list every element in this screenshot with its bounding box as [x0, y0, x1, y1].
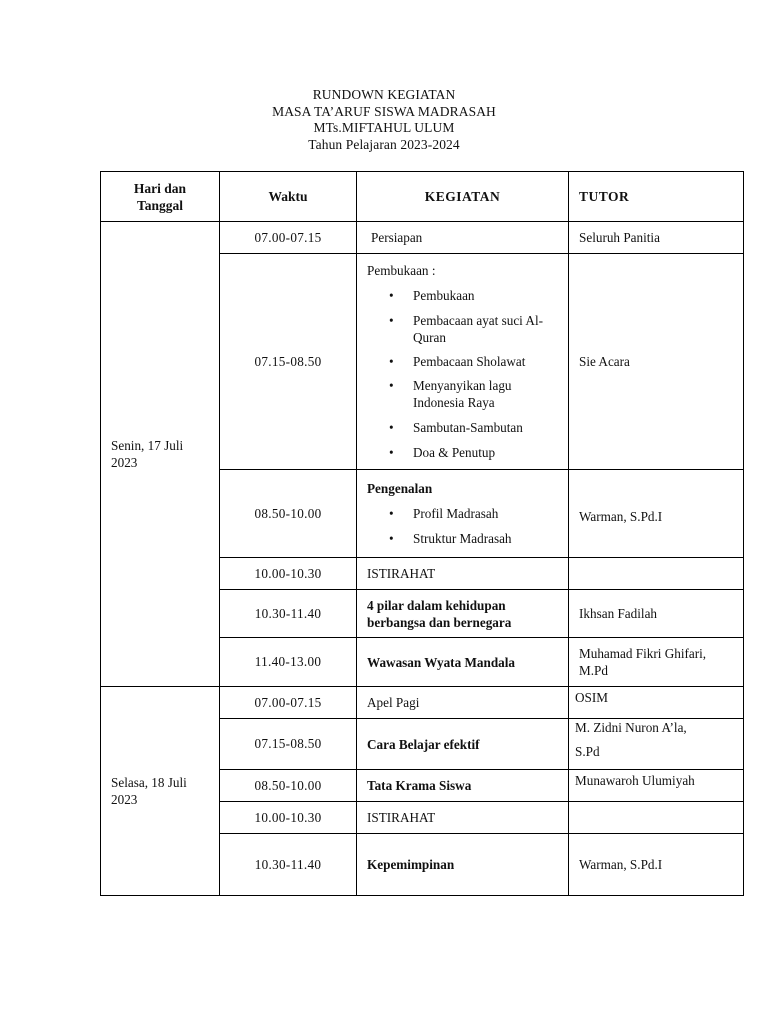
bullet-icon: •	[389, 420, 394, 435]
list-item: • Pembacaan Sholawat	[389, 354, 526, 369]
tutor-cell: OSIM	[569, 687, 744, 719]
title-line-2: MASA TA’ARUF SISWA MADRASAH	[272, 103, 496, 119]
tutor-cell: Munawaroh Ulumiyah	[569, 770, 744, 802]
activity-cell: ISTIRAHAT	[357, 802, 569, 834]
time-cell: 10.00-10.30	[220, 558, 357, 590]
header-kegiatan: KEGIATAN	[357, 172, 569, 222]
activity-cell: ISTIRAHAT	[357, 558, 569, 590]
bullet-icon: •	[389, 445, 394, 460]
tutor-cell: Muhamad Fikri Ghifari, M.Pd	[569, 638, 744, 687]
bullet-icon: •	[389, 531, 394, 546]
activity-cell: Cara Belajar efektif	[357, 719, 569, 770]
tutor-cell	[569, 719, 744, 770]
activity-cell	[357, 254, 569, 470]
activity-cell: Persiapan	[357, 222, 569, 254]
document-title-block	[0, 87, 768, 153]
bullet-icon: •	[389, 354, 394, 369]
tutor-cell: Warman, S.Pd.I	[569, 470, 744, 558]
activity-cell: Apel Pagi	[357, 687, 569, 719]
list-item: • Sambutan-Sambutan	[389, 420, 523, 435]
activity-cell: Tata Krama Siswa	[357, 770, 569, 802]
bullet-icon: •	[389, 288, 394, 303]
activity-cell: 4 pilar dalam kehidupan berbangsa dan bernegara	[357, 590, 569, 638]
activity-list	[367, 287, 558, 461]
activity-heading: Pembukaan :	[367, 263, 436, 278]
tutor-line: S.Pd	[575, 744, 600, 759]
day-cell: Senin, 17 Juli 2023	[101, 222, 220, 687]
list-item: • Menyanyikan lagu Indonesia Raya	[389, 378, 512, 410]
time-cell: 10.30-11.40	[220, 590, 357, 638]
time-cell: 10.00-10.30	[220, 802, 357, 834]
list-item: • Pembukaan	[389, 288, 475, 303]
bullet-icon: •	[389, 506, 394, 521]
list-item: • Profil Madrasah	[389, 506, 499, 521]
schedule-table	[100, 171, 744, 896]
day-cell: Selasa, 18 Juli 2023	[101, 687, 220, 896]
time-cell: 11.40-13.00	[220, 638, 357, 687]
time-cell: 08.50-10.00	[220, 470, 357, 558]
activity-cell: Wawasan Wyata Mandala	[357, 638, 569, 687]
time-cell: 07.15-08.50	[220, 254, 357, 470]
activity-heading: Pengenalan	[367, 481, 433, 496]
title-line-3: MTs.MIFTAHUL ULUM	[313, 120, 455, 135]
header-tutor: TUTOR	[569, 172, 744, 222]
table-header-row	[101, 172, 744, 222]
title-line-1: RUNDOWN KEGIATAN	[312, 87, 456, 102]
tutor-cell	[569, 802, 744, 834]
tutor-cell	[569, 558, 744, 590]
tutor-cell: Warman, S.Pd.I	[569, 834, 744, 896]
time-cell: 10.30-11.40	[220, 834, 357, 896]
tutor-line: M. Zidni Nuron A’la,	[575, 720, 687, 735]
list-item: • Doa & Penutup	[389, 445, 496, 460]
activity-cell	[357, 470, 569, 558]
activity-cell: Kepemimpinan	[357, 834, 569, 896]
list-item: • Struktur Madrasah	[389, 531, 512, 546]
bullet-icon: •	[389, 378, 394, 393]
table-row	[101, 687, 744, 719]
tutor-cell: Seluruh Panitia	[569, 222, 744, 254]
tutor-cell: Sie Acara	[569, 254, 744, 470]
time-cell: 07.00-07.15	[220, 687, 357, 719]
list-item: • Pembacaan ayat suci Al-Quran	[389, 313, 543, 345]
header-hari-tanggal: Hari dan Tanggal	[101, 172, 220, 222]
time-cell: 07.00-07.15	[220, 222, 357, 254]
header-waktu: Waktu	[220, 172, 357, 222]
tutor-cell: Ikhsan Fadilah	[569, 590, 744, 638]
activity-list	[367, 505, 558, 547]
title-line-4: Tahun Pelajaran 2023-2024	[308, 136, 460, 152]
table-row	[101, 222, 744, 254]
time-cell: 08.50-10.00	[220, 770, 357, 802]
time-cell: 07.15-08.50	[220, 719, 357, 770]
bullet-icon: •	[389, 313, 394, 328]
